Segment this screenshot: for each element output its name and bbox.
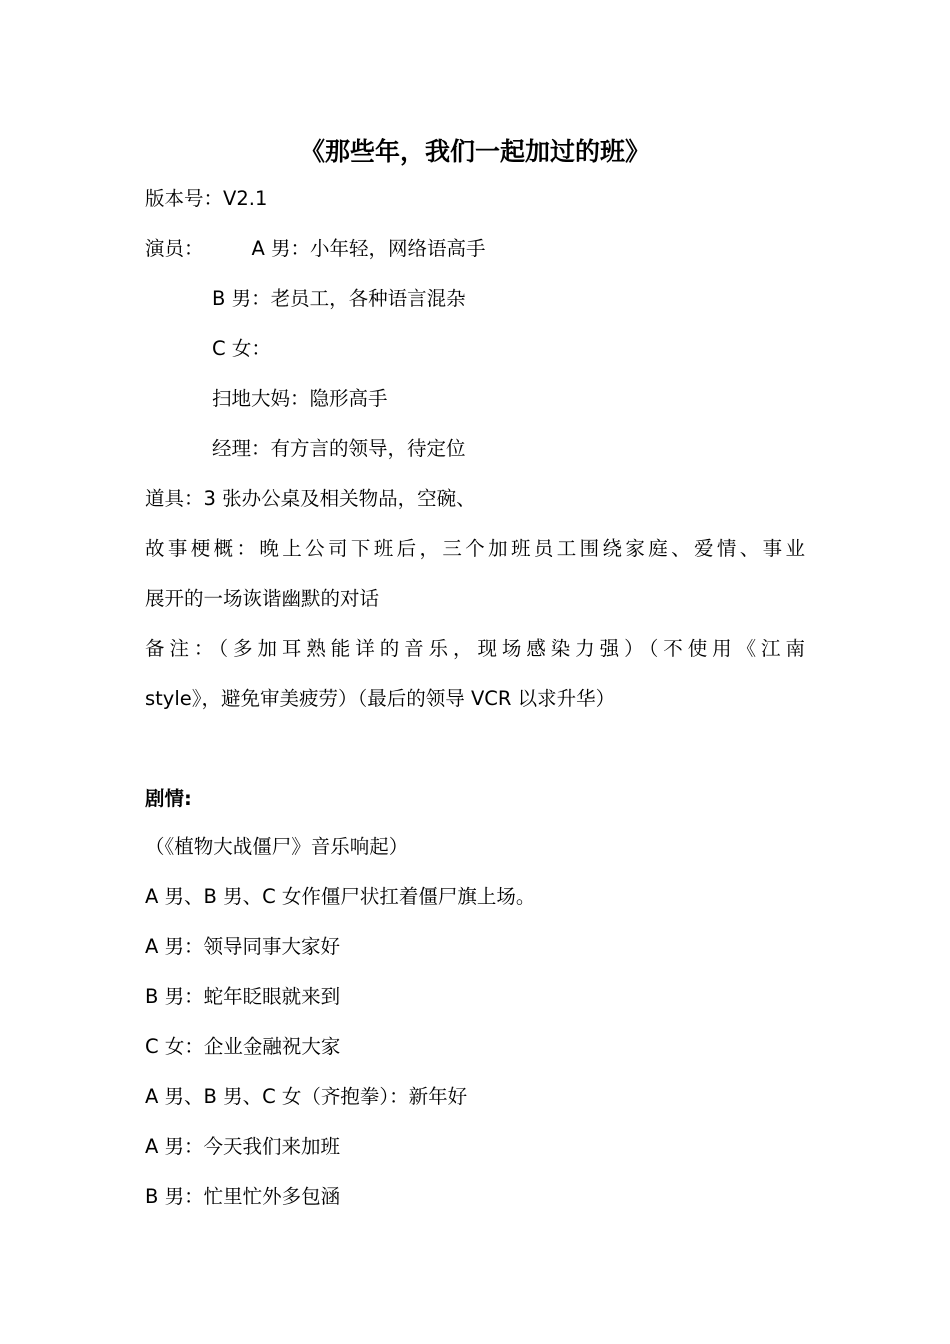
plot-line: A 男、B 男、C 女作僵尸状扛着僵尸旗上场。 bbox=[145, 885, 536, 908]
plot-heading: 剧情: bbox=[145, 787, 192, 810]
cast-member-cleaner: 扫地大妈：隐形高手 bbox=[212, 387, 388, 410]
props-line: 道具：3 张办公桌及相关物品，空碗、 bbox=[145, 487, 476, 510]
synopsis-line: 展开的一场诙谐幽默的对话 bbox=[145, 587, 380, 610]
document-title: 《那些年，我们一起加过的班》 bbox=[299, 137, 650, 166]
notes-line: style》，避免审美疲劳）（最后的领导 VCR 以求升华） bbox=[145, 687, 616, 710]
cast-label: 演员： bbox=[145, 237, 204, 260]
cast-first-line bbox=[145, 234, 486, 264]
cast-member-a: A 男：小年轻，网络语高手 bbox=[251, 237, 486, 260]
plot-line: A 男：今天我们来加班 bbox=[145, 1135, 341, 1158]
version-line: 版本号：V2.1 bbox=[145, 187, 268, 210]
plot-line: A 男：领导同事大家好 bbox=[145, 935, 341, 958]
synopsis-line: 故事梗概：晚上公司下班后，三个加班员工围绕家庭、爱情、事业 bbox=[145, 537, 805, 560]
cast-member-b: B 男：老员工，各种语言混杂 bbox=[212, 287, 466, 310]
notes-line: 备注：（多加耳熟能详的音乐，现场感染力强）（不使用《江南 bbox=[145, 637, 805, 660]
plot-line: （《植物大战僵尸》音乐响起） bbox=[145, 835, 409, 858]
plot-line: B 男：忙里忙外多包涵 bbox=[145, 1185, 341, 1208]
plot-line: B 男：蛇年眨眼就来到 bbox=[145, 985, 341, 1008]
plot-line: C 女：企业金融祝大家 bbox=[145, 1035, 341, 1058]
cast-member-c: C 女： bbox=[212, 337, 271, 360]
plot-line: A 男、B 男、C 女（齐抱拳）：新年好 bbox=[145, 1085, 468, 1108]
cast-member-manager: 经理：有方言的领导，待定位 bbox=[212, 437, 466, 460]
